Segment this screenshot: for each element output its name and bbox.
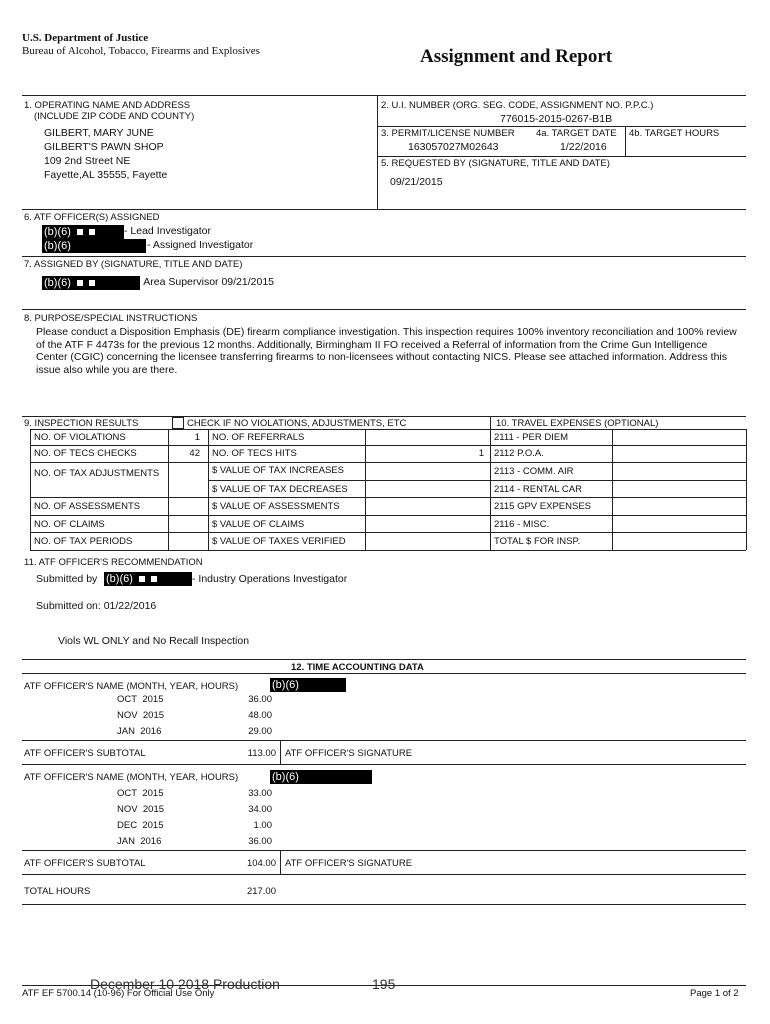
city-state-zip: Fayette,AL 35555, Fayette [44, 169, 168, 181]
tax-decreases-label: $ VALUE OF TAX DECREASES [212, 484, 348, 495]
officer1-hours-3: 29.00 [248, 726, 272, 737]
submitted-on: Submitted on: 01/22/2016 [36, 600, 157, 612]
total-hours-label: TOTAL HOURS [24, 886, 91, 897]
violations-label: NO. OF VIOLATIONS [34, 432, 126, 443]
bates-page-number: 195 [372, 976, 396, 992]
page-indicator: Page 1 of 2 [690, 988, 739, 999]
comm-air-label: 2113 - COMM. AIR [494, 466, 574, 477]
officer2-hours-3: 1.00 [253, 820, 272, 831]
gpv-expenses-label: 2115 GPV EXPENSES [494, 501, 591, 512]
permit-number-value: 163057027M02643 [408, 141, 499, 153]
officer1-month-3: JAN 2016 [117, 726, 162, 737]
redaction-lead: (b)(6) [42, 225, 124, 239]
taxes-verified-label: $ VALUE OF TAXES VERIFIED [212, 536, 346, 547]
officer2-subtotal-value: 104.00 [246, 858, 276, 869]
officer1-month-2: NOV 2015 [117, 710, 165, 721]
recommendation-label: 11. ATF OFFICER'S RECOMMENDATION [24, 557, 203, 568]
misc-label: 2116 - MISC. [494, 519, 550, 530]
officer1-name-label: ATF OFFICER'S NAME (MONTH, YEAR, HOURS) [24, 681, 239, 692]
tax-periods-label: NO. OF TAX PERIODS [34, 536, 133, 547]
no-violations-label: CHECK IF NO VIOLATIONS, ADJUSTMENTS, ETC [187, 418, 407, 429]
officer1-month-1: OCT 2015 [117, 694, 164, 705]
travel-expenses-label: 10. TRAVEL EXPENSES (OPTIONAL) [496, 418, 659, 429]
assigned-investigator-role: - Assigned Investigator [147, 239, 254, 251]
requested-by-date: 09/21/2015 [390, 176, 443, 188]
value-claims-label: $ VALUE OF CLAIMS [212, 519, 305, 530]
form-title: Assignment and Report [420, 46, 613, 67]
street-address: 109 2nd Street NE [44, 155, 131, 167]
officer2-month-3: DEC 2015 [117, 820, 164, 831]
tax-increases-label: $ VALUE OF TAX INCREASES [212, 465, 344, 476]
officer1-hours-2: 48.00 [248, 710, 272, 721]
redaction-officer1: (b)(6) [270, 678, 346, 692]
officer2-hours-1: 33.00 [248, 788, 272, 799]
total-hours-value: 217.00 [246, 886, 276, 897]
officer1-hours-1: 36.00 [248, 694, 272, 705]
tecs-hits-value: 1 [478, 448, 484, 459]
officer2-signature-label: ATF OFFICER'S SIGNATURE [285, 858, 413, 869]
assessments-label: NO. OF ASSESSMENTS [34, 501, 141, 512]
time-accounting-label: 12. TIME ACCOUNTING DATA [291, 662, 424, 673]
officer1-subtotal-value: 113.00 [247, 748, 276, 759]
target-hours-label: 4b. TARGET HOURS [629, 128, 720, 139]
no-violations-checkbox[interactable] [172, 417, 184, 429]
ui-number-label: 2. U.I. NUMBER (ORG. SEG. CODE, ASSIGNMENT NO. P.P.C.) [381, 100, 654, 111]
officers-assigned-label: 6. ATF OFFICER(S) ASSIGNED [24, 212, 160, 223]
officer2-name-label: ATF OFFICER'S NAME (MONTH, YEAR, HOURS) [24, 772, 239, 783]
tecs-checks-value: 42 [189, 448, 200, 459]
production-stamp: December 10 2018 Production [90, 976, 280, 992]
submitted-by-role: - Industry Operations Investigator [192, 573, 348, 585]
assigned-by-value: , Area Supervisor 09/21/2015 [138, 276, 275, 288]
bureau-name: Bureau of Alcohol, Tobacco, Firearms and Explosives [22, 45, 260, 57]
officer2-month-4: JAN 2016 [117, 836, 162, 847]
per-diem-label: 2111 - PER DIEM [494, 432, 569, 443]
requested-by-label: 5. REQUESTED BY (SIGNATURE, TITLE AND DATE) [381, 158, 610, 169]
officer2-hours-4: 36.00 [248, 836, 272, 847]
submitted-by-label: Submitted by [36, 573, 98, 585]
officer2-month-2: NOV 2015 [117, 804, 165, 815]
redaction-submitter: (b)(6) [104, 572, 192, 586]
ui-number-value: 776015-2015-0267-B1B [500, 113, 613, 125]
total-insp-label: TOTAL $ FOR INSP. [494, 536, 581, 547]
officer2-month-1: OCT 2015 [117, 788, 164, 799]
purpose-text: Please conduct a Disposition Emphasis (DE) firearm compliance investigation. This inspection requires 100% inventory reconciliation and 100% review of the ATF F 4473s for the previous 12 months. Additionally, Birmingham II FO received a Referral of information from the Crime Gun Intelligence Center (CGIC) concerning the licensee transferring firearms to non-licensees without contacting NICS. Please see attached information. Address this issue also while you are there. [36, 326, 737, 376]
redaction-officer2: (b)(6) [270, 770, 372, 784]
lead-investigator-role: - Lead Investigator [124, 225, 211, 237]
redaction-supervisor: (b)(6) [42, 276, 140, 290]
inspection-results-label: 9. INSPECTION RESULTS [24, 418, 139, 429]
tecs-hits-label: NO. OF TECS HITS [212, 448, 297, 459]
rental-car-label: 2114 - RENTAL CAR [494, 484, 582, 495]
purpose-label: 8. PURPOSE/SPECIAL INSTRUCTIONS [24, 313, 198, 324]
referrals-label: NO. OF REFERRALS [212, 432, 305, 443]
tax-adjustments-label: NO. OF TAX ADJUSTMENTS [34, 468, 160, 479]
tecs-checks-label: NO. OF TECS CHECKS [34, 448, 137, 459]
business-name: GILBERT'S PAWN SHOP [44, 141, 164, 153]
officer2-hours-2: 34.00 [248, 804, 272, 815]
officer1-signature-label: ATF OFFICER'S SIGNATURE [285, 748, 413, 759]
permit-number-label: 3. PERMIT/LICENSE NUMBER [381, 128, 515, 139]
officer2-subtotal-label: ATF OFFICER'S SUBTOTAL [24, 858, 146, 869]
department-name: U.S. Department of Justice [22, 32, 149, 44]
operating-name-sublabel: (INCLUDE ZIP CODE AND COUNTY) [34, 111, 195, 122]
assigned-by-label: 7. ASSIGNED BY (SIGNATURE, TITLE AND DATE) [24, 259, 243, 270]
licensee-name: GILBERT, MARY JUNE [44, 127, 154, 139]
violations-value: 1 [194, 432, 200, 443]
recommendation-note: Viols WL ONLY and No Recall Inspection [58, 635, 250, 647]
form-number: ATF EF 5700.14 (10-96) For Official Use Only [22, 988, 215, 999]
target-date-value: 1/22/2016 [560, 141, 607, 153]
officer1-subtotal-label: ATF OFFICER'S SUBTOTAL [24, 748, 146, 759]
target-date-label: 4a. TARGET DATE [536, 128, 617, 139]
value-assessments-label: $ VALUE OF ASSESSMENTS [212, 501, 340, 512]
poa-label: 2112 P.O.A. [494, 448, 544, 459]
redaction-assigned: (b)(6) [42, 239, 146, 253]
claims-label: NO. OF CLAIMS [34, 519, 105, 530]
operating-name-label: 1. OPERATING NAME AND ADDRESS [24, 100, 191, 111]
